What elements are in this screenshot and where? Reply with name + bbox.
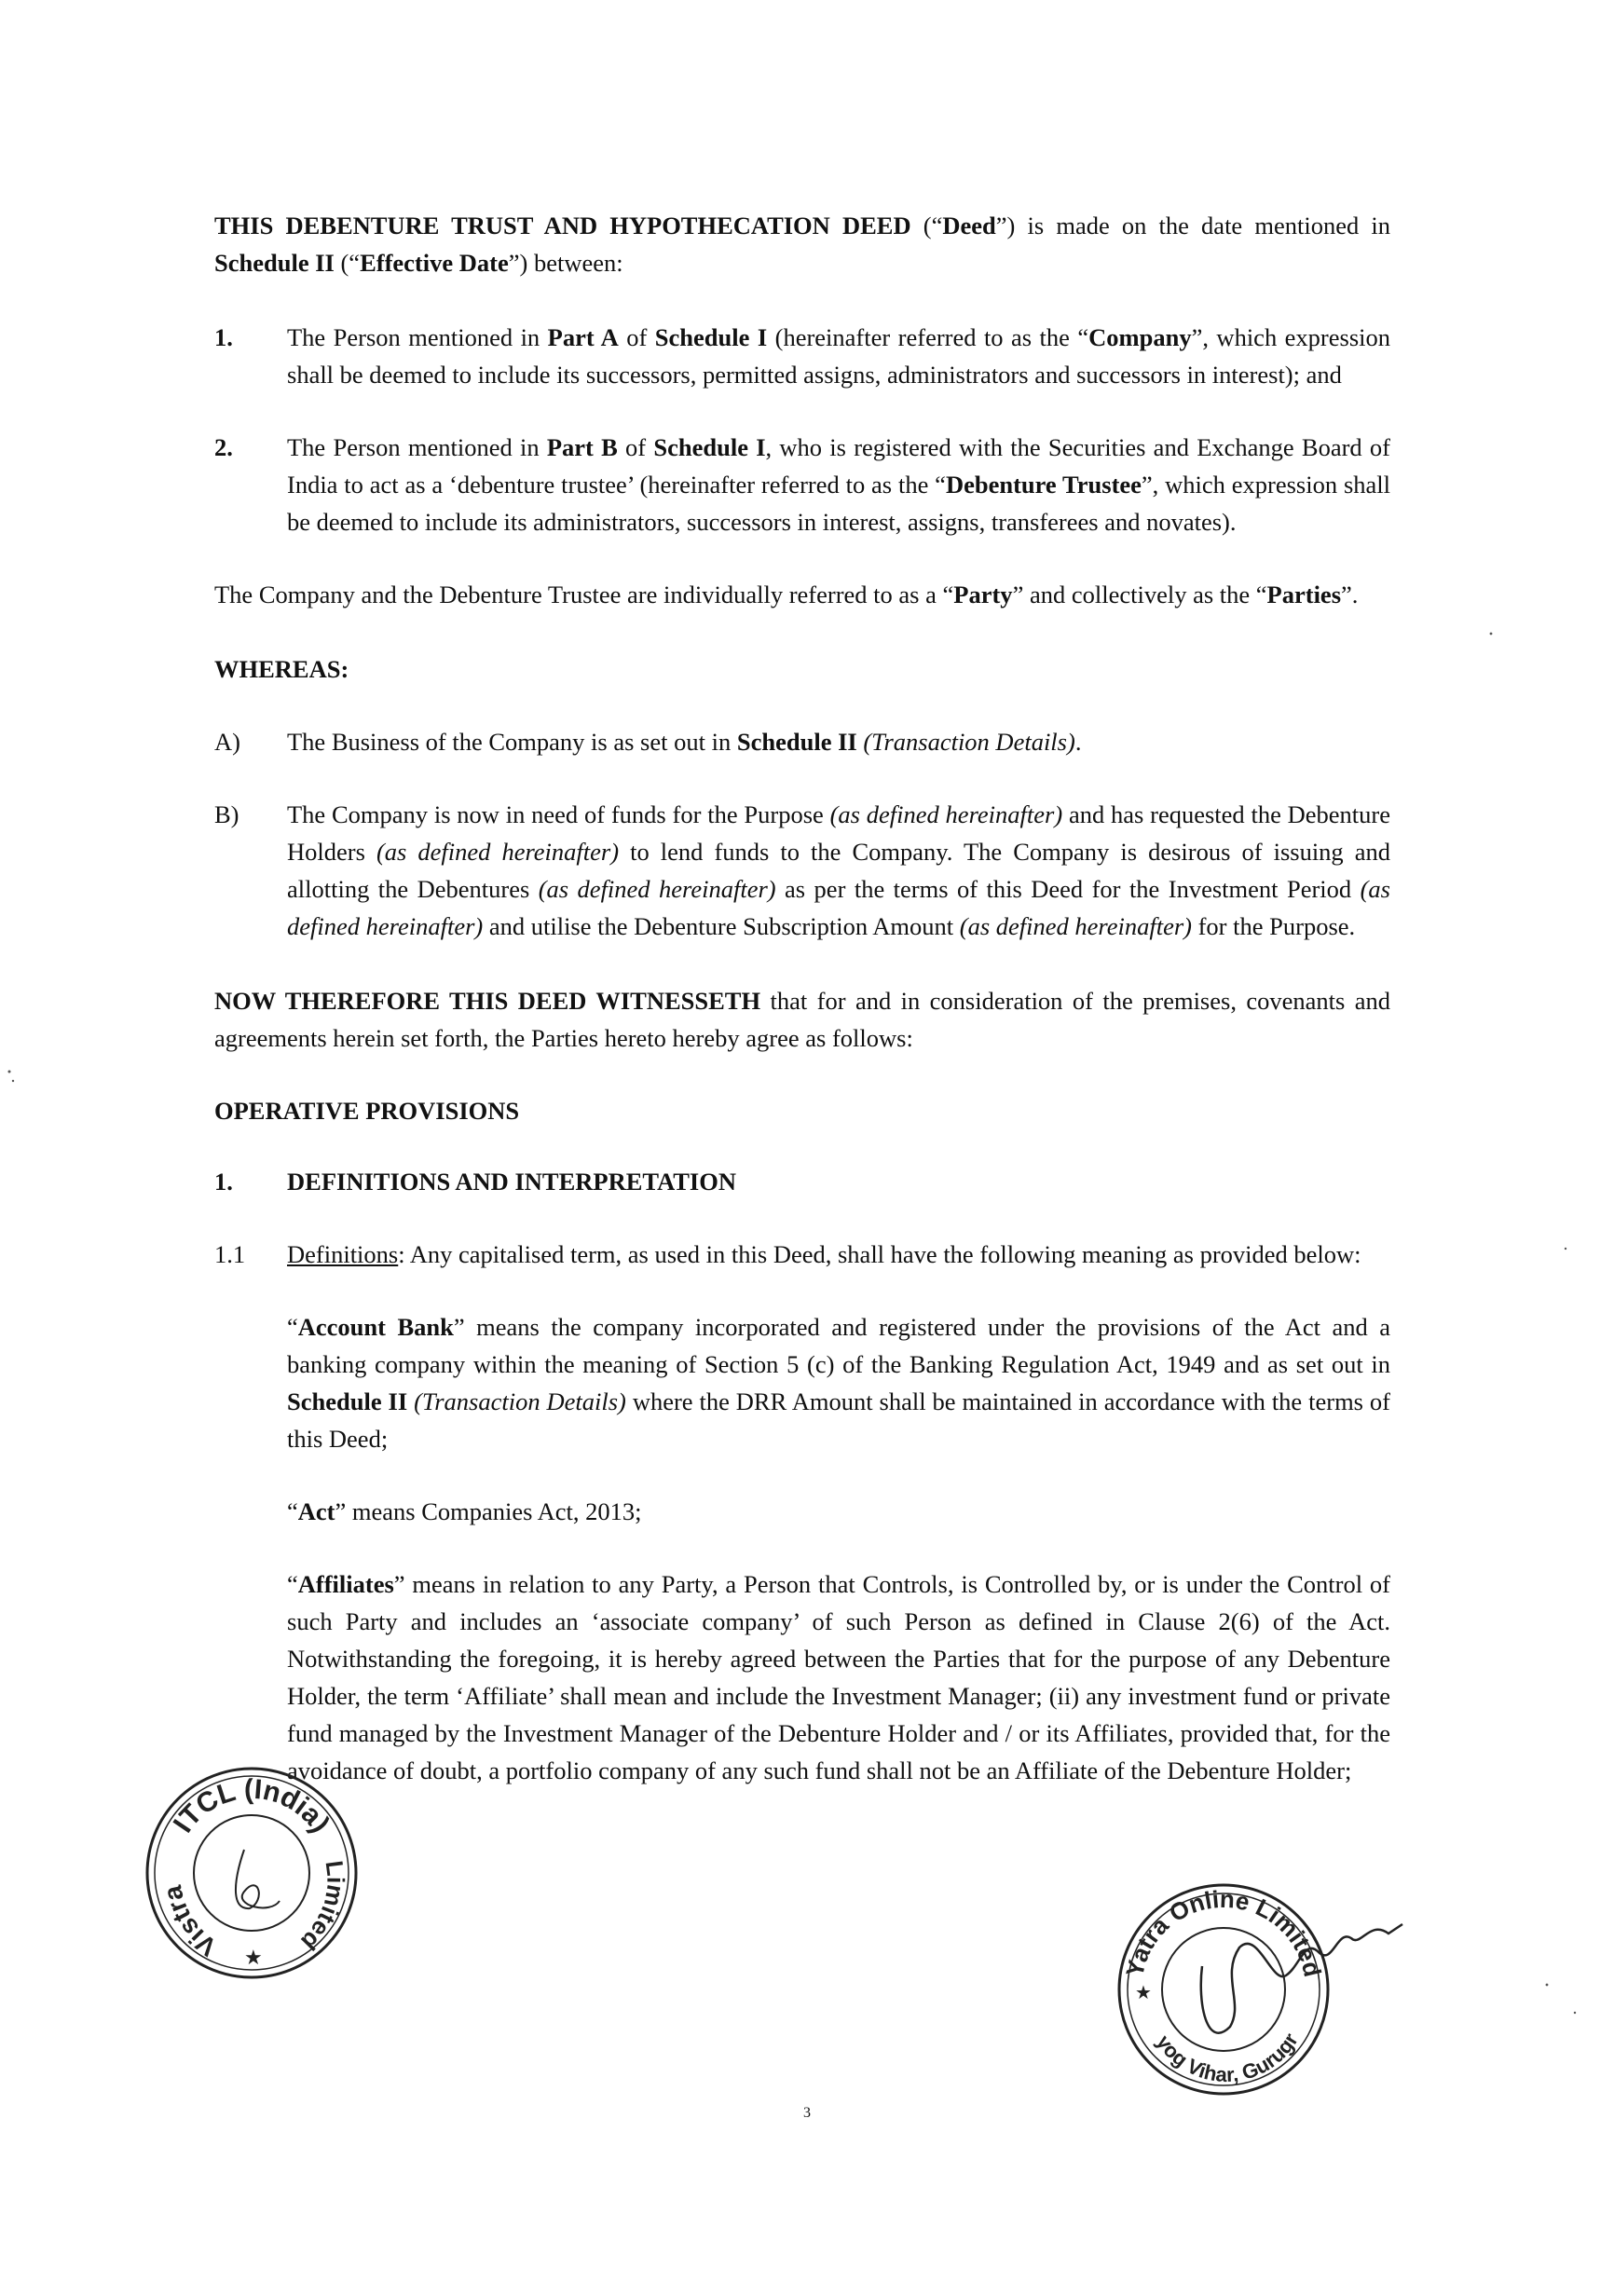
- stamp-left-top-text: ITCL (India): [167, 1773, 336, 1838]
- party-2: 2. The Person mentioned in Part B of Schedule I, who is registered with the Securities and Exchange Board of India to act as a ‘debenture trustee’ (hereinafter referred to as the “Debenture Trustee”, which expression shall be deemed to include its administrators, successors in interest, assigns, transferees and novates).: [214, 433, 1391, 536]
- parties-paragraph: The Company and the Debenture Trustee are individually referred to as a “Party” and collectively as the “Parties”.: [214, 581, 1359, 608]
- deed-title: THIS DEBENTURE TRUST AND HYPOTHECATION DEED: [214, 212, 911, 239]
- stamp-right-bottom-text: yog Vihar, Gurugr: [1152, 2029, 1303, 2087]
- stamp-left-star: ★: [244, 1946, 263, 1969]
- intro-paragraph: THIS DEBENTURE TRUST AND HYPOTHECATION DEED (“Deed”) is made on the date mentioned in Schedule II (“Effective Date”) between:: [214, 212, 1390, 277]
- stamp-right-star: ★: [1135, 1983, 1152, 2003]
- stamp-right-top-text: Yatra Online Limited: [1120, 1884, 1327, 1980]
- recital-a: A) The Business of the Company is as set out in Schedule II (Transaction Details).: [214, 728, 1082, 756]
- now-therefore-paragraph: NOW THEREFORE THIS DEED WITNESSETH that for and in consideration of the premises, covenants and agreements herein set forth, the Parties hereto hereby agree as follows:: [214, 987, 1390, 1052]
- stamp-left-side-text: Vistra: [157, 1882, 223, 1962]
- recital-b: B) The Company is now in need of funds for the Purpose (as defined hereinafter) and has requested the Debenture Holders (as defined hereinafter) to lend funds to the Company. The Company is desirous of issuing and allotting the Debentures (as defined hereinafter) as per the terms of this Deed for the Investment Period (as defined hereinafter) and utilise the Debenture Subscription Amount (as defined hereinafter) for the Purpose.: [214, 800, 1390, 940]
- whereas-heading: WHEREAS:: [214, 655, 349, 683]
- operative-provisions-heading: OPERATIVE PROVISIONS: [214, 1097, 520, 1125]
- stamp-left-right-text: Limited: [295, 1859, 350, 1956]
- definition-affiliates: “Affiliates” means in relation to any Party, a Person that Controls, is Controlled by, or is under the Control of such Party and includes an ‘associate company’ of such Person as defined in Clause 2(6) of the Act. Notwithstanding the foregoing, it is hereby agreed between the Parties that for the purpose of any Debenture Holder, the term ‘Affiliate’ shall mean and include the Investment Manager; (ii) any investment fund or private fund managed by the Investment Manager of the Debenture Holder and / or its Affiliates, provided that, for the avoidance of doubt, a portfolio company of any such fund shall not be an Affiliate of the Debenture Holder;: [287, 1570, 1390, 1784]
- section-1-heading: 1. DEFINITIONS AND INTERPRETATION: [214, 1168, 736, 1196]
- party-1: 1. The Person mentioned in Part A of Schedule I (hereinafter referred to as the “Company”, which expression shall be deemed to include its successors, permitted assigns, administrators and successors in interest); and: [214, 323, 1390, 389]
- definition-account-bank: “Account Bank” means the company incorporated and registered under the provisions of the Act and a banking company within the meaning of Section 5 (c) of the Banking Regulation Act, 1949 and as set out in Schedule II (Transaction Details) where the DRR Amount shall be maintained in accordance with the terms of this Deed;: [287, 1313, 1391, 1453]
- clause-1-1: 1.1 Definitions: Any capitalised term, as used in this Deed, shall have the following meaning as provided below:: [214, 1240, 1361, 1268]
- definition-act: “Act” means Companies Act, 2013;: [287, 1497, 642, 1525]
- page-number: 3: [803, 2105, 811, 2121]
